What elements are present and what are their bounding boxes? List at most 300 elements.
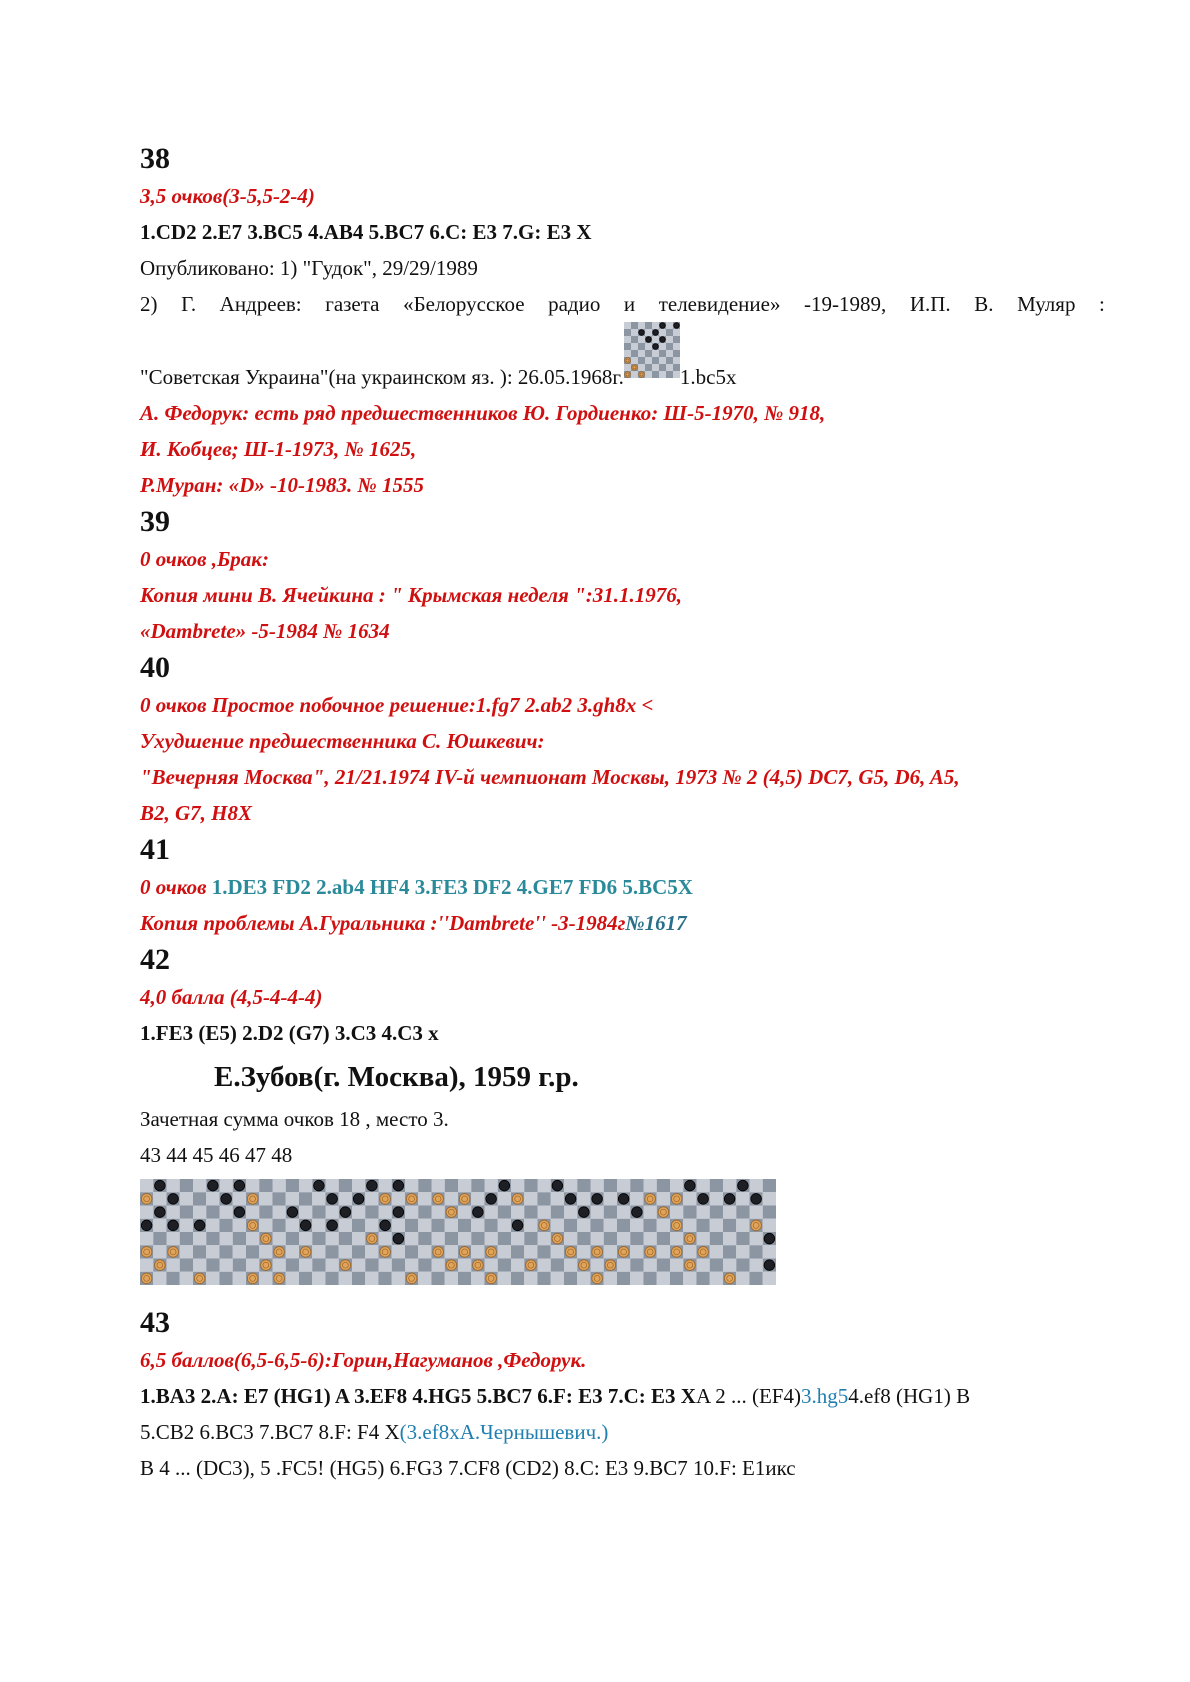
white-piece: [141, 1247, 152, 1258]
board-square: [630, 1219, 643, 1232]
board-square: [644, 1259, 657, 1272]
board-square: [312, 1206, 325, 1219]
note-line: Р.Муран: «D» -10-1983. № 1555: [140, 473, 424, 497]
white-piece: [446, 1260, 457, 1271]
board-square: [352, 1219, 365, 1232]
board-square: [551, 1259, 564, 1272]
board-square: [326, 1232, 339, 1245]
board-diagram: [246, 1179, 352, 1285]
board-square: [286, 1259, 299, 1272]
board-square: [683, 1206, 696, 1219]
solution-line: 5.CB2 6.BC3 7.BC7 8.F: F4 X(3.ef8xA.Чернышевич.): [140, 1420, 609, 1444]
board-square: [645, 364, 652, 371]
board-square: [379, 1272, 392, 1285]
board-square: [220, 1206, 233, 1219]
board-square: [206, 1192, 219, 1205]
board-square: [624, 364, 631, 371]
board-square: [763, 1272, 776, 1285]
board-square: [445, 1219, 458, 1232]
board-square: [220, 1179, 233, 1192]
board-square: [153, 1232, 166, 1245]
board-square: [697, 1219, 710, 1232]
board-square: [286, 1232, 299, 1245]
black-piece: [632, 1207, 643, 1218]
board-square: [710, 1259, 723, 1272]
board-square: [432, 1219, 445, 1232]
board-square: [312, 1232, 325, 1245]
board-square: [259, 1219, 272, 1232]
board-square: [624, 336, 631, 343]
board-square: [379, 1206, 392, 1219]
board-square: [206, 1232, 219, 1245]
board-square: [631, 371, 638, 378]
white-piece: [433, 1194, 444, 1205]
board-square: [645, 343, 652, 350]
board-square: [624, 322, 631, 329]
black-piece: [234, 1180, 245, 1191]
board-square: [538, 1259, 551, 1272]
board-square: [630, 1232, 643, 1245]
board-square: [180, 1232, 193, 1245]
board-square: [379, 1179, 392, 1192]
board-square: [273, 1259, 286, 1272]
score-line: 0 очков 1.DE3 FD2 2.ab4 HF4 3.FE3 DF2 4.GE7 FD6 5.BC5X: [140, 875, 693, 899]
board-square: [220, 1232, 233, 1245]
board-square: [697, 1206, 710, 1219]
board-square: [153, 1245, 166, 1258]
board-square: [763, 1245, 776, 1258]
board-square: [710, 1272, 723, 1285]
white-piece: [685, 1260, 696, 1271]
board-square: [723, 1179, 736, 1192]
score-line: 4,0 балла (4,5-4-4-4): [140, 985, 323, 1009]
board-square: [645, 350, 652, 357]
white-piece: [751, 1220, 762, 1231]
board-square: [591, 1219, 604, 1232]
white-piece: [632, 365, 638, 371]
board-square: [498, 1259, 511, 1272]
board-square: [673, 350, 680, 357]
board-square: [524, 1219, 537, 1232]
board-square: [638, 364, 645, 371]
board-square: [180, 1219, 193, 1232]
board-square: [617, 1179, 630, 1192]
board-square: [392, 1259, 405, 1272]
board-square: [652, 371, 659, 378]
board-square: [604, 1179, 617, 1192]
board-square: [666, 343, 673, 350]
board-square: [498, 1272, 511, 1285]
board-square: [577, 1219, 590, 1232]
black-piece: [685, 1180, 696, 1191]
board-square: [673, 364, 680, 371]
board-square: [631, 322, 638, 329]
board-square: [432, 1272, 445, 1285]
board-square: [273, 1206, 286, 1219]
board-square: [657, 1245, 670, 1258]
white-piece: [274, 1273, 285, 1284]
board-square: [273, 1179, 286, 1192]
board-square: [644, 1272, 657, 1285]
board-square: [352, 1272, 365, 1285]
board-square: [652, 336, 659, 343]
black-piece: [141, 1220, 152, 1231]
board-square: [365, 1192, 378, 1205]
note-line: Ухудшение предшественника С. Юшкевич:: [140, 729, 545, 753]
board-square: [153, 1272, 166, 1285]
board-square: [564, 1179, 577, 1192]
board-square: [564, 1219, 577, 1232]
board-square: [167, 1179, 180, 1192]
white-piece: [639, 372, 645, 378]
black-piece: [234, 1207, 245, 1218]
board-square: [432, 1259, 445, 1272]
board-square: [167, 1272, 180, 1285]
board-square: [524, 1192, 537, 1205]
board-square: [723, 1219, 736, 1232]
board-square: [644, 1219, 657, 1232]
board-square: [259, 1272, 272, 1285]
black-piece: [674, 323, 680, 329]
white-piece: [592, 1273, 603, 1284]
black-piece: [393, 1180, 404, 1191]
board-square: [577, 1245, 590, 1258]
board-square: [511, 1206, 524, 1219]
board-square: [286, 1245, 299, 1258]
board-square: [697, 1259, 710, 1272]
board-square: [624, 329, 631, 336]
board-square: [299, 1179, 312, 1192]
board-square: [140, 1179, 153, 1192]
board-square: [339, 1179, 352, 1192]
black-piece: [552, 1180, 563, 1191]
board-square: [405, 1232, 418, 1245]
board-square: [638, 336, 645, 343]
board-square: [673, 357, 680, 364]
board-square: [299, 1232, 312, 1245]
board-square: [352, 1259, 365, 1272]
board-square: [657, 1272, 670, 1285]
board-square: [577, 1232, 590, 1245]
board-square: [193, 1259, 206, 1272]
white-piece: [645, 1194, 656, 1205]
board-square: [299, 1272, 312, 1285]
board-square: [299, 1192, 312, 1205]
problem-number: 40: [140, 651, 170, 684]
board-square: [445, 1192, 458, 1205]
board-square: [591, 1259, 604, 1272]
board-square: [604, 1272, 617, 1285]
board-square: [763, 1179, 776, 1192]
board-square: [652, 364, 659, 371]
white-piece: [671, 1220, 682, 1231]
board-square: [180, 1245, 193, 1258]
board-square: [577, 1179, 590, 1192]
black-piece: [300, 1220, 311, 1231]
board-square: [365, 1219, 378, 1232]
board-square: [683, 1272, 696, 1285]
board-square: [458, 1272, 471, 1285]
board-square: [645, 322, 652, 329]
board-square: [666, 350, 673, 357]
board-square: [418, 1245, 431, 1258]
board-square: [458, 1232, 471, 1245]
board-square: [723, 1206, 736, 1219]
board-square: [167, 1232, 180, 1245]
note-line: «Dambrete» -5-1984 № 1634: [140, 619, 390, 643]
board-diagram: [670, 1179, 776, 1285]
black-piece: [646, 337, 652, 343]
board-square: [405, 1259, 418, 1272]
board-square: [259, 1179, 272, 1192]
board-square: [710, 1206, 723, 1219]
white-piece: [486, 1273, 497, 1284]
board-square: [524, 1272, 537, 1285]
board-square: [445, 1272, 458, 1285]
board-square: [577, 1272, 590, 1285]
board-square: [564, 1232, 577, 1245]
board-square: [683, 1245, 696, 1258]
white-piece: [380, 1247, 391, 1258]
black-piece: [751, 1194, 762, 1205]
board-square: [339, 1219, 352, 1232]
board-square: [326, 1259, 339, 1272]
board-square: [140, 1206, 153, 1219]
board-square: [617, 1259, 630, 1272]
white-piece: [486, 1247, 497, 1258]
board-square: [710, 1245, 723, 1258]
white-piece: [671, 1247, 682, 1258]
white-piece: [512, 1194, 523, 1205]
board-square: [511, 1245, 524, 1258]
board-square: [750, 1232, 763, 1245]
board-square: [538, 1179, 551, 1192]
board-square: [657, 1259, 670, 1272]
board-square: [631, 336, 638, 343]
black-piece: [314, 1180, 325, 1191]
board-square: [233, 1245, 246, 1258]
board-square: [153, 1219, 166, 1232]
published-line-with-board: "Советская Украина"(на украинском яз. ): 26.05.1968г. 1.bc5x: [140, 322, 1100, 395]
board-square: [445, 1232, 458, 1245]
board-square: [180, 1179, 193, 1192]
board-square: [604, 1232, 617, 1245]
board-square: [233, 1192, 246, 1205]
board-square: [617, 1219, 630, 1232]
board-square: [736, 1192, 749, 1205]
problem-number: 38: [140, 142, 170, 175]
board-square: [405, 1206, 418, 1219]
board-square: [524, 1206, 537, 1219]
board-square: [471, 1232, 484, 1245]
board-square: [418, 1259, 431, 1272]
white-piece: [473, 1260, 484, 1271]
board-square: [432, 1206, 445, 1219]
white-piece: [247, 1273, 258, 1284]
board-square: [763, 1192, 776, 1205]
author-heading: Е.Зубов(г. Москва), 1959 г.р.: [214, 1061, 579, 1093]
board-square: [659, 357, 666, 364]
board-square: [432, 1179, 445, 1192]
black-piece: [194, 1220, 205, 1231]
board-square: [365, 1206, 378, 1219]
board-square: [233, 1272, 246, 1285]
black-piece: [208, 1180, 219, 1191]
board-square: [233, 1232, 246, 1245]
black-piece: [592, 1194, 603, 1205]
board-square: [630, 1192, 643, 1205]
board-square: [445, 1179, 458, 1192]
board-square: [750, 1179, 763, 1192]
white-piece: [261, 1260, 272, 1271]
black-piece: [639, 330, 645, 336]
board-square: [326, 1245, 339, 1258]
black-piece: [653, 330, 659, 336]
board-square: [286, 1219, 299, 1232]
board-square: [418, 1192, 431, 1205]
board-square: [538, 1245, 551, 1258]
board-square: [617, 1232, 630, 1245]
board-square: [630, 1259, 643, 1272]
board-square: [498, 1206, 511, 1219]
board-square: [432, 1232, 445, 1245]
white-piece: [565, 1247, 576, 1258]
board-square: [233, 1259, 246, 1272]
board-square: [630, 1245, 643, 1258]
board-square: [666, 364, 673, 371]
black-piece: [579, 1207, 590, 1218]
board-square: [485, 1206, 498, 1219]
board-square: [645, 357, 652, 364]
board-square: [666, 336, 673, 343]
board-square: [220, 1245, 233, 1258]
white-piece: [625, 358, 631, 364]
board-square: [339, 1232, 352, 1245]
white-piece: [380, 1194, 391, 1205]
white-piece: [605, 1260, 616, 1271]
white-piece: [168, 1247, 179, 1258]
white-piece: [155, 1260, 166, 1271]
board-square: [644, 1232, 657, 1245]
board-square: [657, 1219, 670, 1232]
score-line: 0 очков Простое побочное решение:1.fg7 2.ab2 3.gh8x <: [140, 693, 654, 717]
board-square: [763, 1206, 776, 1219]
board-square: [471, 1179, 484, 1192]
black-piece: [499, 1180, 510, 1191]
solution-line: 1.CD2 2.E7 3.BC5 4.AB4 5.BC7 6.C: E3 7.G: E3 X: [140, 220, 592, 244]
board-square: [624, 350, 631, 357]
black-piece: [327, 1194, 338, 1205]
board-square: [206, 1206, 219, 1219]
board-square: [471, 1245, 484, 1258]
solution-line: 1.BA3 2.A: E7 (HG1) A 3.EF8 4.HG5 5.BC7 6.F: E3 7.C: E3 XA 2 ... (EF4)3.hg54.ef8 (HG1) B: [140, 1384, 971, 1408]
board-square: [458, 1179, 471, 1192]
white-piece: [459, 1247, 470, 1258]
board-square: [630, 1179, 643, 1192]
board-square: [666, 357, 673, 364]
white-piece: [247, 1220, 258, 1231]
black-piece: [287, 1207, 298, 1218]
board-square: [193, 1232, 206, 1245]
board-square: [591, 1179, 604, 1192]
black-piece: [565, 1194, 576, 1205]
board-square: [339, 1245, 352, 1258]
board-square: [365, 1245, 378, 1258]
white-piece: [552, 1233, 563, 1244]
board-square: [259, 1192, 272, 1205]
black-piece: [367, 1180, 378, 1191]
board-square: [564, 1272, 577, 1285]
board-square: [736, 1219, 749, 1232]
board-square: [736, 1232, 749, 1245]
board-square: [564, 1259, 577, 1272]
board-square: [273, 1219, 286, 1232]
white-piece: [433, 1247, 444, 1258]
document-page: [140, 140, 1105, 1486]
diagram-strip: [140, 1179, 1100, 1290]
board-square: [220, 1259, 233, 1272]
board-square: [750, 1206, 763, 1219]
board-square: [471, 1219, 484, 1232]
black-piece: [393, 1207, 404, 1218]
board-square: [511, 1272, 524, 1285]
score-line: 6,5 баллов(6,5-6,5-6):Горин,Нагуманов ,Федорук.: [140, 1348, 587, 1372]
board-square: [418, 1179, 431, 1192]
note-line: "Вечерняя Москва", 21/21.1974 IV-й чемпионат Москвы, 1973 № 2 (4,5) DC7, G5, D6, A5,: [140, 765, 960, 789]
board-square: [591, 1206, 604, 1219]
black-piece: [764, 1233, 775, 1244]
board-square: [723, 1245, 736, 1258]
white-piece: [141, 1194, 152, 1205]
white-piece: [724, 1273, 735, 1284]
board-square: [750, 1259, 763, 1272]
board-square: [498, 1192, 511, 1205]
board-square: [392, 1272, 405, 1285]
board-square: [631, 343, 638, 350]
white-piece: [658, 1207, 669, 1218]
board-square: [140, 1232, 153, 1245]
board-square: [551, 1206, 564, 1219]
note-line: И. Кобцев; Ш-1-1973, № 1625,: [140, 437, 417, 461]
board-square: [710, 1192, 723, 1205]
white-piece: [274, 1247, 285, 1258]
board-square: [511, 1232, 524, 1245]
board-square: [352, 1179, 365, 1192]
board-square: [365, 1259, 378, 1272]
board-square: [645, 371, 652, 378]
board-square: [710, 1232, 723, 1245]
black-piece: [380, 1220, 391, 1231]
note-line: B2, G7, H8X: [140, 801, 253, 825]
score-line: 0 очков ,Брак:: [140, 547, 269, 571]
board-square: [652, 357, 659, 364]
black-piece: [660, 323, 666, 329]
score-line: 3,5 очков(3-5,5-2-4): [140, 184, 315, 208]
white-piece: [247, 1194, 258, 1205]
board-square: [524, 1245, 537, 1258]
board-square: [652, 350, 659, 357]
white-piece: [300, 1247, 311, 1258]
board-square: [180, 1272, 193, 1285]
board-square: [405, 1179, 418, 1192]
board-square: [485, 1219, 498, 1232]
board-square: [659, 364, 666, 371]
board-diagram: [352, 1179, 458, 1285]
board-square: [326, 1179, 339, 1192]
board-square: [673, 371, 680, 378]
board-square: [458, 1206, 471, 1219]
board-square: [299, 1206, 312, 1219]
